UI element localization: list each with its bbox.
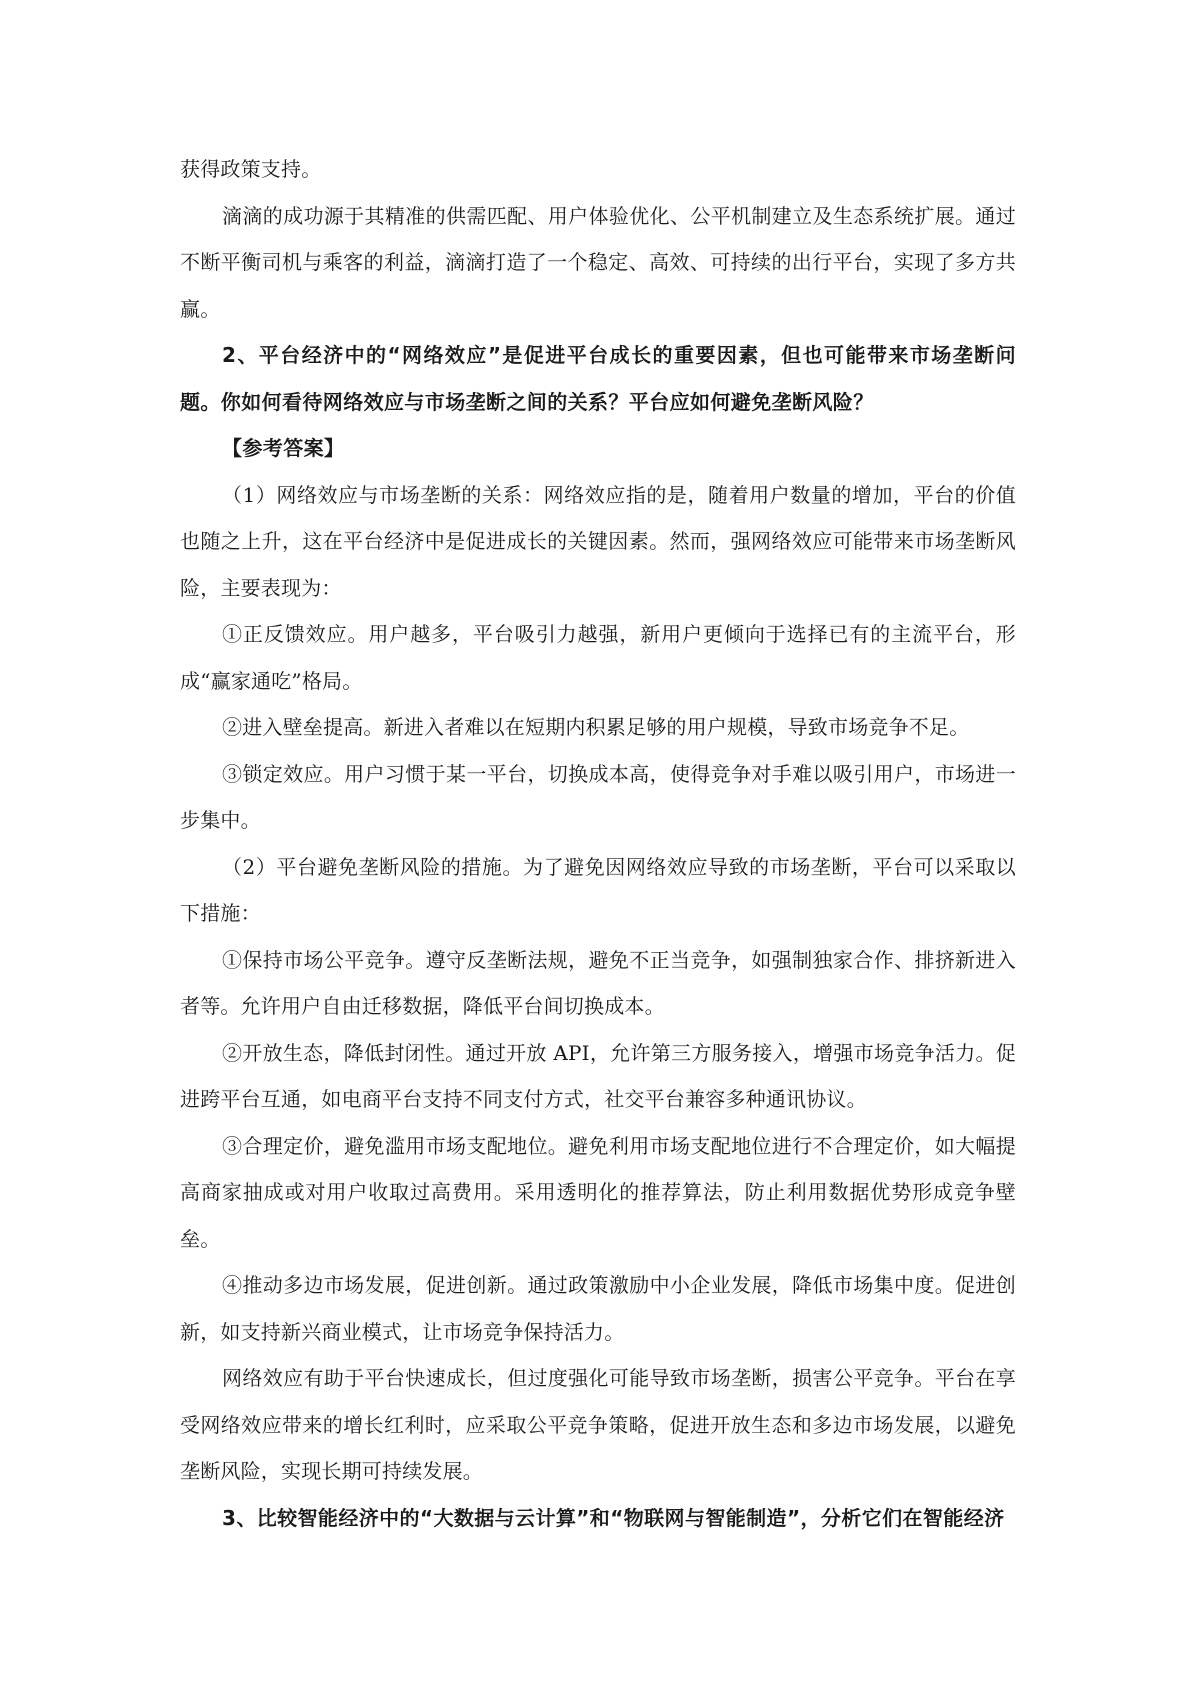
- paragraph-relationship: （1）网络效应与市场垄断的关系：网络效应指的是，随着用户数量的增加，平台的价值也随之上升，这在平台经济中是促进成长的关键因素。然而，强网络效应可能带来市场垄断风险，主要表现为：: [180, 482, 1016, 600]
- paragraph-didi-summary: 滴滴的成功源于其精准的供需匹配、用户体验优化、公平机制建立及生态系统扩展。通过不断平衡司机与乘客的利益，滴滴打造了一个稳定、高效、可持续的出行平台，实现了多方共赢。: [180, 203, 1016, 321]
- paragraph-entry-barriers: ②进入壁垒提高。新进入者难以在短期内积累足够的用户规模，导致市场竞争不足。: [222, 715, 970, 739]
- paragraph-continuation: 获得政策支持。: [180, 157, 322, 181]
- paragraph-lock-in: ③锁定效应。用户习惯于某一平台，切换成本高，使得竞争对手难以吸引用户，市场进一步集中。: [180, 761, 1016, 832]
- question-3-heading: 3、比较智能经济中的“大数据与云计算”和“物联网与智能制造”，分析它们在智能经济: [222, 1505, 1005, 1530]
- paragraph-positive-feedback: ①正反馈效应。用户越多，平台吸引力越强，新用户更倾向于选择已有的主流平台，形成“赢家通吃”格局。: [180, 622, 1016, 693]
- paragraph-measures-intro: （2）平台避免垄断风险的措施。为了避免因网络效应导致的市场垄断，平台可以采取以下措施：: [180, 854, 1016, 925]
- reference-answer-label: 【参考答案】: [222, 436, 345, 460]
- question-2-heading: 2、平台经济中的“网络效应”是促进平台成长的重要因素，但也可能带来市场垄断问题。你如何看待网络效应与市场垄断之间的关系？平台应如何避免垄断风险？: [180, 343, 1016, 414]
- paragraph-open-ecosystem: ②开放生态，降低封闭性。通过开放 API，允许第三方服务接入，增强市场竞争活力。促进跨平台互通，如电商平台支持不同支付方式，社交平台兼容多种通讯协议。: [180, 1040, 1016, 1111]
- paragraph-multilateral-markets: ④推动多边市场发展，促进创新。通过政策激励中小企业发展，降低市场集中度。促进创新，如支持新兴商业模式，让市场竞争保持活力。: [180, 1273, 1016, 1344]
- paragraph-fair-competition: ①保持市场公平竞争。遵守反垄断法规，避免不正当竞争，如强制独家合作、排挤新进入者等。允许用户自由迁移数据，降低平台间切换成本。: [180, 947, 1016, 1018]
- paragraph-conclusion: 网络效应有助于平台快速成长，但过度强化可能导致市场垄断，损害公平竞争。平台在享受网络效应带来的增长红利时，应采取公平竞争策略，促进开放生态和多边市场发展，以避免垄断风险，实现长期可持续发展。: [180, 1366, 1016, 1483]
- document-body: [180, 146, 1016, 1541]
- paragraph-reasonable-pricing: ③合理定价，避免滥用市场支配地位。避免利用市场支配地位进行不合理定价，如大幅提高商家抽成或对用户收取过高费用。采用透明化的推荐算法，防止利用数据优势形成竞争壁垒。: [180, 1133, 1016, 1251]
